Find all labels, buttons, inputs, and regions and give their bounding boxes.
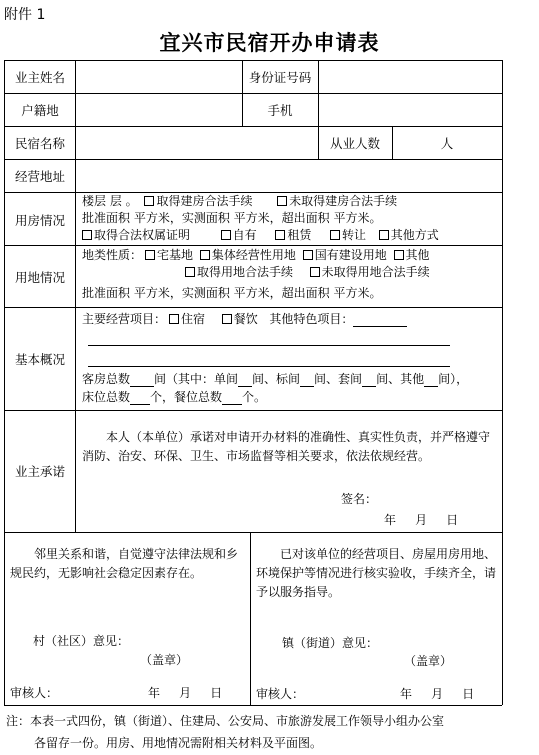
land-other-label: 其他 [405,248,430,262]
overview-blank-line-1[interactable] [88,345,450,346]
checkbox-other-method[interactable] [379,230,389,240]
collective-label: 集体经营性用地 [211,248,296,262]
address-field[interactable] [77,161,500,190]
homestay-name-label: 民宿名称 [14,136,65,151]
land-label: 用地情况 [14,270,65,285]
village-opinion-label: 村（社区）意见： [33,634,130,648]
town-seal-label: （盖章） [404,654,453,668]
rooms-total-blank[interactable] [130,373,154,387]
lodging-label: 住宿 [181,312,206,326]
suite-rooms-label: 间、套间 [314,372,363,386]
not-legal-land-label: 未取得用地合法手续 [321,265,430,279]
rooms-line [82,371,468,387]
main-items-label: 主要经营项目： [82,312,167,326]
single-rooms-blank[interactable] [238,373,252,387]
employees-unit: 人 [440,136,454,151]
homestay-name-field[interactable] [77,128,316,157]
other-method-label: 其他方式 [390,228,439,242]
attachment-label: 附件 1 [4,7,46,23]
signature-field[interactable] [380,489,490,507]
checkbox-lodging[interactable] [169,314,179,324]
checkbox-not-legal-building[interactable] [277,196,287,206]
household-field[interactable] [77,95,240,124]
checkbox-dining[interactable] [222,314,232,324]
legal-building-label: 取得建房合法手续 [156,194,253,208]
other-rooms-label: 间、其他 [376,372,425,386]
commitment-date: 年 月 日 [384,513,459,527]
checkbox-land-other[interactable] [394,250,404,260]
rent-label: 租赁 [287,228,312,242]
other-rooms-blank[interactable] [424,373,438,387]
homestead-label: 宅基地 [157,248,194,262]
single-rooms-label: 间（其中：单间 [154,372,239,386]
checkbox-state-land[interactable] [303,250,313,260]
id-number-field[interactable] [320,62,500,91]
checkbox-not-legal-land[interactable] [310,267,320,277]
seats-total-blank[interactable] [222,391,242,405]
village-seal-label: （盖章） [140,653,189,667]
state-land-label: 国有建设用地 [314,248,387,262]
overview-label: 基本概况 [14,352,65,367]
page-title: 宜兴市民宿开办申请表 [159,30,380,55]
checkbox-rent[interactable] [275,230,285,240]
transfer-label: 转让 [342,228,367,242]
town-reviewer-label: 审核人： [256,687,305,701]
village-date: 年 月 日 [148,686,223,700]
town-date: 年 月 日 [400,687,475,701]
standard-rooms-label: 间、标间 [252,372,301,386]
signature-label: 签名： [341,492,378,506]
phone-field[interactable] [320,95,500,124]
housing-label: 用房情况 [14,213,65,228]
rooms-total-label: 客房总数 [82,372,131,386]
commitment-label: 业主承诺 [14,464,65,479]
owner-name-field[interactable] [77,62,240,91]
note-line-2: 各留存一份。用房、用地情况需附相关材料及平面图。 [34,736,323,750]
commitment-text: 本人（本单位）承诺对申请开办材料的准确性、真实性负责，并严格遵守消防、治安、环保、卫生、市场监督等相关要求，依法依规经营。 [82,430,491,463]
own-label: 自有 [232,228,257,242]
suite-rooms-blank[interactable] [362,373,376,387]
standard-rooms-blank[interactable] [300,373,314,387]
land-line-2 [182,264,430,280]
features-blank[interactable] [353,312,407,327]
checkbox-ownership-cert[interactable] [82,230,92,240]
legal-land-label: 取得用地合法手续 [197,265,294,279]
checkbox-collective[interactable] [200,250,210,260]
checkbox-homestead[interactable] [145,250,155,260]
ownership-cert-label: 取得合法权属证明 [94,228,191,242]
dining-label: 餐饮 [233,312,258,326]
seats-end-label: 个。 [242,390,267,404]
household-label: 户籍地 [21,103,59,118]
address-label: 经营地址 [14,169,65,184]
note-line-1: 注：本表一式四份，镇（街道）、住建局、公安局、市旅游发展工作领导小组办公室 [6,714,445,728]
housing-line-3 [79,227,439,243]
village-reviewer-label: 审核人： [10,686,59,700]
checkbox-transfer[interactable] [330,230,340,240]
overview-line-1 [82,311,407,327]
overview-blank-line-2[interactable] [88,366,450,367]
rooms-end-label: 间）， [438,372,469,386]
housing-area-line: 批准面积 平方米，实测面积 平方米，超出面积 平方米。 [82,211,382,225]
town-opinion-label: 镇（街道）意见： [282,636,379,650]
beds-line [82,389,266,405]
phone-label: 手机 [267,103,293,118]
land-line-1 [82,247,430,263]
employees-label: 从业人数 [329,136,380,151]
beds-total-label: 床位总数 [82,390,131,404]
floor-text: 楼层 层 。 [82,194,138,208]
not-legal-building-label: 未取得建房合法手续 [289,194,398,208]
beds-total-blank[interactable] [130,391,150,405]
checkbox-legal-building[interactable] [144,196,154,206]
seats-total-label: 个，餐位总数 [150,390,223,404]
features-label: 其他特色项目： [269,312,354,326]
land-area-line: 批准面积 平方米，实测面积 平方米，超出面积 平方米。 [82,286,382,300]
town-statement: 已对该单位的经营项目、房屋用房用地、环境保护等情况进行核实验收，手续齐全，请予以服务指导。 [256,547,497,599]
village-statement: 邻里关系和谐，自觉遵守法律法规和乡规民约，无影响社会稳定因素存在。 [10,547,239,580]
housing-line-1 [82,193,397,209]
checkbox-own[interactable] [221,230,231,240]
land-nature-label: 地类性质： [82,248,143,262]
id-number-label: 身份证号码 [248,70,312,85]
owner-name-label: 业主姓名 [14,70,65,85]
checkbox-legal-land[interactable] [185,267,195,277]
